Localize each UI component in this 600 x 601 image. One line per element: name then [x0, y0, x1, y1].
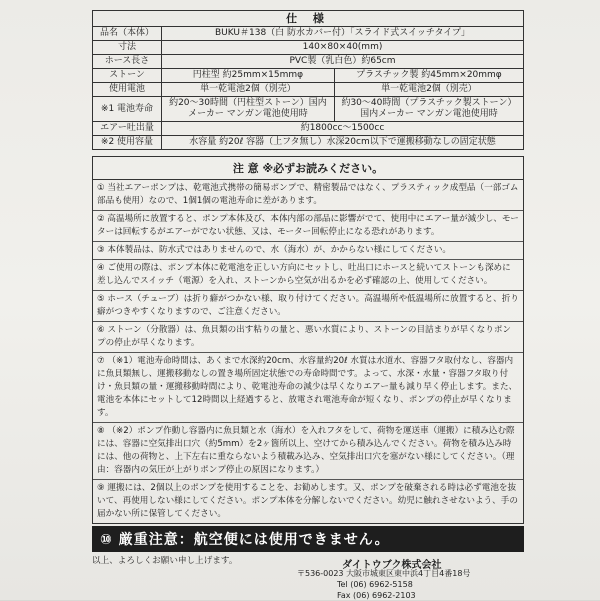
note-item: ⑦ （※1）電池寿命時間は、あくまで水深約20cm、水容量約20ℓ 水質は水道水、容器フタ取付なし、容器内に魚貝類無し、運搬移動なしの置き場所固定状態での寿命時間です。よって、水深・水量・容器フタ取り付け・魚貝類の量・運搬移動時間により、乾電池寿命の減少は早くなりエアー量も減り早く停止します。また、電池を本体にセットして12時間以上経過すると、放電され電池寿命が短くなり、ポンプの停止が早くなります。	[93, 353, 523, 423]
spec-row: 品名（本体） BUKU＃138（白 防水カバー付）「スライド式スイッチタイプ」	[93, 27, 524, 41]
spec-row: ※2 使用容量 水容量 約20ℓ 容器（上フタ無し）水深20cm以下で運搬移動なしの固定状態	[93, 136, 524, 150]
note-item: ⑤ ホース（チューブ）は折り癖がつかない様、取り付けてください。高温場所や低温場所に放置すると、折り癖がつきやすくなりますので、ご注意ください。	[93, 291, 523, 322]
closing-text: 以上、よろしくお願い申し上げます。	[92, 556, 238, 566]
company-address	[297, 568, 470, 601]
tel-line: Tel (06) 6962-5158	[337, 580, 413, 589]
notes-box	[92, 156, 524, 524]
note-item: ③ 本体製品は、防水式ではありませんので、水（海水）が、かからない様にしてください。	[93, 242, 523, 260]
spec-row: 使用電池 単一乾電池2個（別売） 単一乾電池2個（別売）	[93, 83, 524, 97]
note-item: ⑥ ストーン（分散器）は、魚貝類の出す粘りの量と、悪い水質により、ストーンの目詰まりが早くなりポンプの停止が早くなります。	[93, 322, 523, 353]
fax-line: Fax (06) 6962-2103	[337, 591, 416, 600]
note-item: ② 高温場所に放置すると、ポンプ本体及び、本体内部の部品に影響がでて、使用中にエアー量が減少し、モーターは回転するがエアーがでない状態、又は、モーター回転停止になる恐れがあります。	[93, 211, 523, 242]
spec-table	[92, 10, 524, 150]
postal-code: 〒536-0023	[297, 569, 344, 578]
spec-row: ストーン 円柱型 約25mm×15mmφ プラスチック製 約45mm×20mmφ	[93, 69, 524, 83]
spec-row: 寸法 140×80×40(mm)	[93, 41, 524, 55]
note-item: ④ ご使用の際は、ポンプ本体に乾電池を正しい方向にセットし、吐出口にホースと続いてストーンも深めに差し込んでスイッチ（電源）を入れ、ストーンから空気が出るかを必ず確認の上、使用してください。	[93, 260, 523, 291]
note-item: ⑨ 運搬には、2個以上のポンプを使用することを、お勧めします。又、ポンプを破棄される時は必ず電池を抜いて、再使用しない様にしてください。ポンプ本体を分解しないでください。幼児に触れさせないよう、手の届かない所に保管してください。	[97, 483, 518, 519]
note-item: ① 当社エアーポンプは、乾電池式携帯の簡易ポンプで、精密製品ではなく、プラスティック成型品（一部ゴム部品も使用）なので、1個1個の電池寿命に差があります。	[93, 180, 523, 211]
air-shipping-warning: ⑩ 厳重注意：航空便には使用できません。	[92, 526, 524, 552]
spec-sheet	[92, 10, 524, 566]
company-name: ダイトウブク株式会社	[342, 560, 442, 571]
spec-row: ホース長さ PVC製（乳白色）約65cm	[93, 55, 524, 69]
notes-title: 注 意 ※必ずお読みください。	[93, 157, 523, 180]
spec-row: エアー吐出量 約1800cc～1500cc	[93, 122, 524, 136]
spec-row: ※1 電池寿命 約20～30時間（円柱型ストーン）国内メーカー マンガン電池使用時 約30～40時間（プラスチック製ストーン）国内メーカー マンガン電池使用時	[93, 97, 524, 122]
spec-title: 仕 様	[93, 11, 524, 27]
note-item: ⑧ （※2）ポンプ作動し容器内に魚貝類と水（海水）を入れフタをして、荷物を運送車（運搬）に積み込む際には、容器に空気排出口穴（約5mm）を2ヶ箇所以上、空けてから積み込んでください。荷物を積み込み時には、他の荷物と、上下左右に重ならないよう積載み込み、空気排出口穴を塞がない様にしてください。（理由：容器内の気圧が上がりポンプ停止の原因になります。）	[93, 423, 523, 480]
address-line: 大阪市城東区東中浜4丁目4番18号	[346, 569, 471, 578]
